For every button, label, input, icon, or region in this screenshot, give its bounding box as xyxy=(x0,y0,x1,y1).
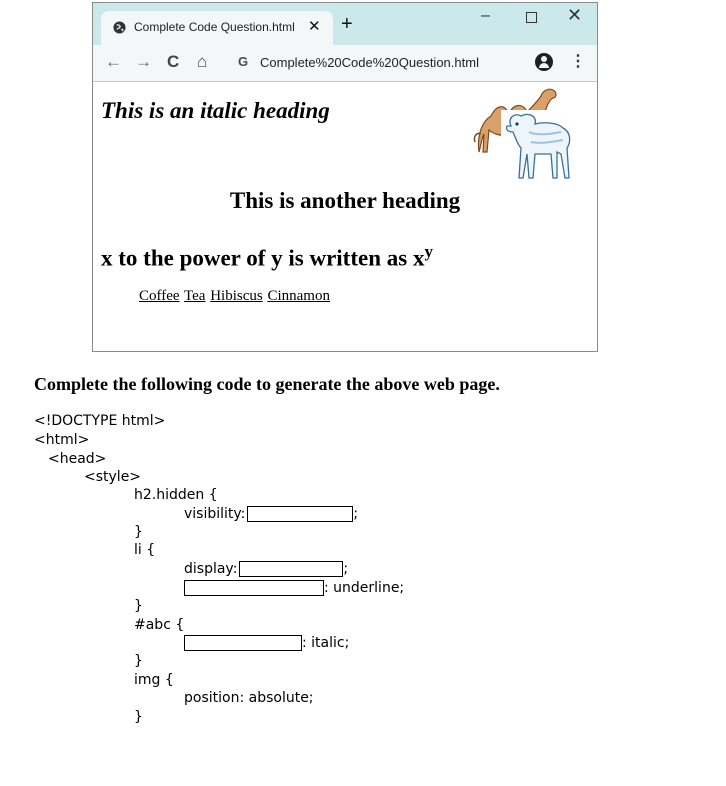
reload-button[interactable]: C xyxy=(167,52,180,71)
account-icon[interactable] xyxy=(535,53,553,71)
power-text: x to the power of y is written as x xyxy=(101,245,425,271)
code-doctype: <!DOCTYPE html> xyxy=(34,413,166,429)
code-visibility-line xyxy=(184,505,358,523)
new-tab-button[interactable]: + xyxy=(341,13,353,35)
italic-blank-input[interactable] xyxy=(184,635,302,651)
code-h2-selector: h2.hidden { xyxy=(134,487,218,503)
back-button[interactable]: ← xyxy=(105,52,122,71)
underline-suffix: : underline; xyxy=(324,580,405,596)
minimize-button[interactable]: – xyxy=(481,7,490,24)
code-close-brace: } xyxy=(134,598,143,614)
link-coffee[interactable]: Coffee xyxy=(139,288,180,304)
visibility-semicolon: ; xyxy=(353,506,359,522)
question-prompt: Complete the following code to generate the above web page. xyxy=(34,374,500,394)
lamb-icon xyxy=(501,110,571,184)
tab-title: Complete Code Question.html xyxy=(134,20,295,34)
browser-tab[interactable] xyxy=(101,11,333,45)
display-prop: display: xyxy=(184,561,238,577)
code-html-open: <html> xyxy=(34,432,90,448)
display-semicolon: ; xyxy=(343,561,349,577)
another-heading: This is another heading xyxy=(229,188,461,213)
code-abc-selector: #abc { xyxy=(134,617,185,633)
code-close-brace: } xyxy=(134,709,143,725)
power-superscript: y xyxy=(424,242,433,261)
link-tea[interactable]: Tea xyxy=(184,288,206,304)
visibility-blank-input[interactable] xyxy=(247,506,353,522)
code-close-brace: } xyxy=(134,653,143,669)
code-img-selector: img { xyxy=(134,672,174,688)
toolbar xyxy=(93,45,597,82)
close-window-button[interactable]: ✕ xyxy=(567,5,583,25)
power-heading xyxy=(101,242,433,272)
title-bar xyxy=(93,3,597,45)
code-italic-line xyxy=(184,634,349,652)
camel-lamb-image xyxy=(471,82,583,186)
code-display-line xyxy=(184,560,348,578)
link-list xyxy=(139,288,331,305)
maximize-button[interactable] xyxy=(526,12,537,23)
browser-window xyxy=(92,2,598,352)
globe-icon xyxy=(113,21,126,34)
link-hibiscus[interactable]: Hibiscus xyxy=(210,288,263,304)
menu-icon[interactable]: ⋮ xyxy=(570,53,586,70)
italic-heading: This is an italic heading xyxy=(101,98,330,123)
address-bar[interactable] xyxy=(233,50,525,76)
code-head-open: <head> xyxy=(48,451,107,467)
code-position-line: position: absolute; xyxy=(184,690,314,706)
home-button[interactable]: ⌂ xyxy=(197,52,208,71)
code-style-open: <style> xyxy=(84,469,142,485)
underline-blank-input[interactable] xyxy=(184,580,324,596)
link-cinnamon[interactable]: Cinnamon xyxy=(267,288,330,304)
forward-button[interactable]: → xyxy=(135,52,152,71)
url-text: Complete%20Code%20Question.html xyxy=(260,55,479,70)
display-blank-input[interactable] xyxy=(239,561,343,577)
italic-suffix: : italic; xyxy=(302,635,350,651)
code-underline-line xyxy=(184,579,404,597)
code-li-selector: li { xyxy=(134,542,156,558)
page-content xyxy=(93,82,597,352)
visibility-prop: visibility: xyxy=(184,506,246,522)
google-icon: G xyxy=(238,54,249,69)
tab-close-icon[interactable]: ✕ xyxy=(308,18,321,35)
code-close-brace: } xyxy=(134,524,143,540)
